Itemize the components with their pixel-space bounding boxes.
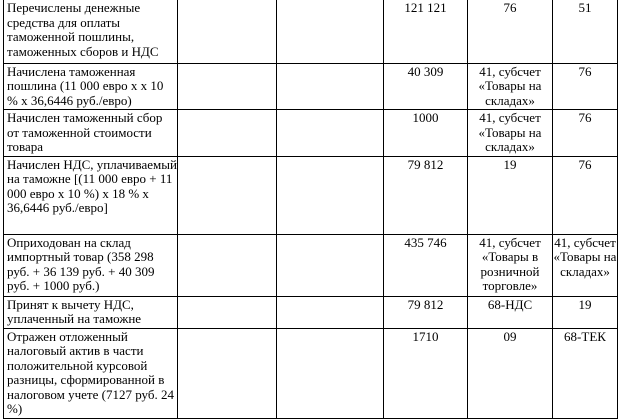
entry-description: Оприходован на склад импортный товар (358 298 руб. + 36 139 руб. + 40 309 руб. + 1000 руб.)	[4, 234, 178, 296]
empty-cell	[178, 110, 277, 157]
table-row	[4, 0, 618, 63]
credit-account: 76	[553, 63, 618, 110]
debit-account: 19	[468, 156, 553, 234]
empty-cell	[178, 328, 277, 418]
credit-account: 19	[553, 296, 618, 328]
table-row	[4, 110, 618, 157]
empty-cell	[277, 296, 384, 328]
empty-cell	[178, 156, 277, 234]
debit-account: 68-НДС	[468, 296, 553, 328]
entry-amount: 79 812	[384, 156, 468, 234]
empty-cell	[178, 63, 277, 110]
debit-account: 76	[468, 0, 553, 63]
credit-account: 41, субсчет «Товары на складах»	[553, 234, 618, 296]
entry-description: Принят к вычету НДС, уплаченный на таможне	[4, 296, 178, 328]
empty-cell	[277, 110, 384, 157]
debit-account: 09	[468, 328, 553, 418]
empty-cell	[178, 234, 277, 296]
debit-account: 41, субсчет «Товары на складах»	[468, 63, 553, 110]
entry-description: Начислена таможенная пошлина (11 000 евро х х 10 % х 36,6446 руб./евро)	[4, 63, 178, 110]
entry-description: Перечислены денежные средства для оплаты таможенной пошлины, таможенных сборов и НДС	[4, 0, 178, 63]
empty-cell	[277, 0, 384, 63]
accounting-entries-table	[3, 0, 618, 419]
entry-description: Отражен отложенный налоговый актив в части положительной курсовой разницы, сформированной в налоговом учете (7127 руб. 24 %)	[4, 328, 178, 418]
table-row	[4, 296, 618, 328]
empty-cell	[178, 296, 277, 328]
empty-cell	[277, 63, 384, 110]
table-row	[4, 156, 618, 234]
debit-account: 41, субсчет «Товары на складах»	[468, 110, 553, 157]
credit-account: 68-ТЕК	[553, 328, 618, 418]
entry-amount: 40 309	[384, 63, 468, 110]
empty-cell	[277, 234, 384, 296]
entry-amount: 79 812	[384, 296, 468, 328]
credit-account: 76	[553, 110, 618, 157]
debit-account: 41, субсчет «Товары в розничной торговле»	[468, 234, 553, 296]
table-row	[4, 328, 618, 418]
entry-description: Начислен НДС, уплачиваемый на таможне [(11 000 евро + 11 000 евро х 10 %) х 18 % х 36,6446 руб./евро]	[4, 156, 178, 234]
entry-amount: 121 121	[384, 0, 468, 63]
entry-amount: 1000	[384, 110, 468, 157]
credit-account: 76	[553, 156, 618, 234]
entry-amount: 435 746	[384, 234, 468, 296]
entry-description: Начислен таможенный сбор от таможенной стоимости товара	[4, 110, 178, 157]
table-row	[4, 63, 618, 110]
entry-amount: 1710	[384, 328, 468, 418]
credit-account: 51	[553, 0, 618, 63]
empty-cell	[178, 0, 277, 63]
empty-cell	[277, 156, 384, 234]
table-row	[4, 234, 618, 296]
empty-cell	[277, 328, 384, 418]
